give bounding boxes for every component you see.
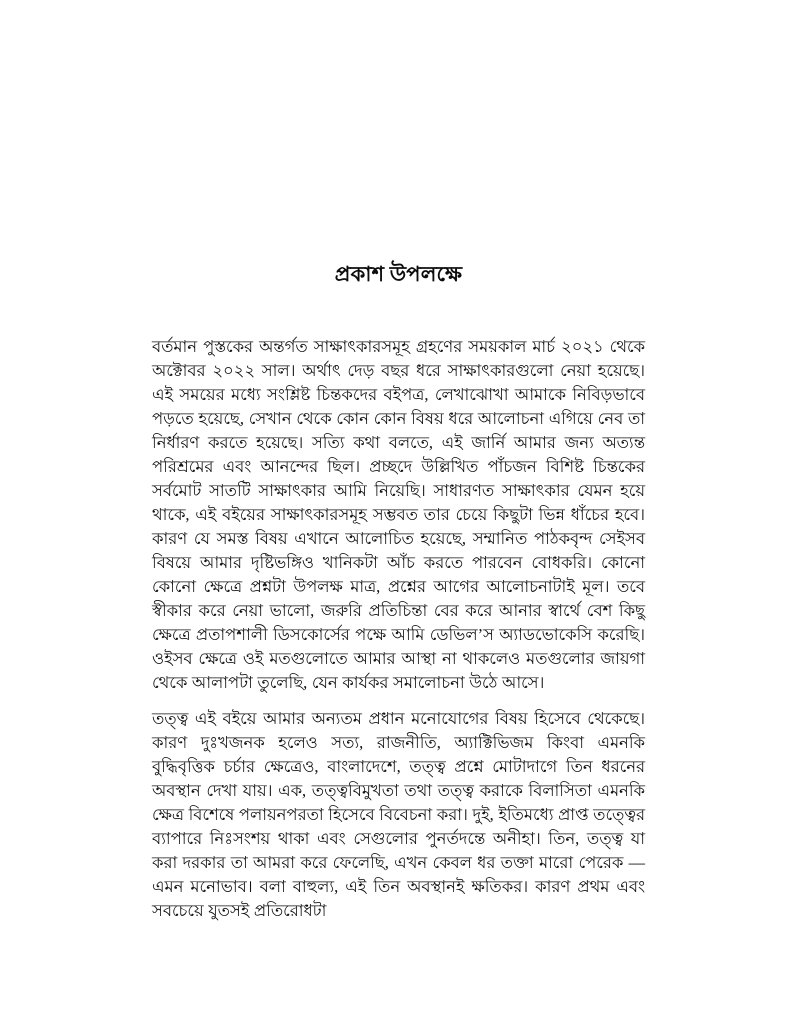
page-content xyxy=(152,262,645,923)
body-paragraph-1: বর্তমান পুস্তকের অন্তর্গত সাক্ষাৎকারসমূহ গ্রহণের সময়কাল মার্চ ২০২১ থেকে অক্টোবর ২০২২ সাল। অর্থাৎ দেড় বছর ধরে সাক্ষাৎকারগুলো নেয়া হয়েছে। এই সময়ের মধ্যে সংশ্লিষ্ট চিন্তকদের বইপত্র, লেখাঝোখা আমাকে নিবিড়ভাবে পড়তে হয়েছে, সেখান থেকে কোন কোন বিষয় ধরে আলোচনা এগিয়ে নেব তা নির্ধারণ করতে হয়েছে। সত্যি কথা বলতে, এই জার্নি আমার জন্য অত্যন্ত পরিশ্রমের এবং আনন্দের ছিল। প্রচ্ছদে উল্লিখিত পাঁচজন বিশিষ্ট চিন্তকের সর্বমোট সাতটি সাক্ষাৎকার আমি নিয়েছি। সাধারণত সাক্ষাৎকার যেমন হয়ে থাকে, এই বইয়ের সাক্ষাৎকারসমূহ সম্ভবত তার চেয়ে কিছুটা ভিন্ন ধাঁচের হবে। কারণ যে সমস্ত বিষয় এখানে আলোচিত হয়েছে, সম্মানিত পাঠকবৃন্দ সেইসব বিষয়ে আমার দৃষ্টিভঙ্গিও খানিকটা আঁচ করতে পারবেন বোধকরি। কোনো কোনো ক্ষেত্রে প্রশ্নটা উপলক্ষ মাত্র, প্রশ্নের আগের আলোচনাটাই মূল। তবে স্বীকার করে নেয়া ভালো, জরুরি প্রতিচিন্তা বের করে আনার স্বার্থে বেশ কিছু ক্ষেত্রে প্রতাপশালী ডিসকোর্সের পক্ষে আমি ডেভিল’স অ্যাডভোকেসি করেছি। ওইসব ক্ষেত্রে ওই মতগুলোতে আমার আস্থা না থাকলেও মতগুলোর জায়গা থেকে আলাপটা তুলেছি, যেন কার্যকর সমালোচনা উঠে আসে। xyxy=(152,337,645,693)
page-title: প্রকাশ উপলক্ষে xyxy=(334,262,463,286)
body-paragraph-2: তত্ত্ব এই বইয়ে আমার অন্যতম প্রধান মনোযোগের বিষয় হিসেবে থেকেছে। কারণ দুঃখজনক হলেও সত্য, রাজনীতি, অ্যাক্টিভিজম কিংবা এমনকি বুদ্ধিবৃত্তিক চর্চার ক্ষেত্রেও, বাংলাদেশে, তত্ত্ব প্রশ্নে মোটাদাগে তিন ধরনের অবস্থান দেখা যায়। এক, তত্ত্ববিমুখতা তথা তত্ত্ব করাকে বিলাসিতা এমনকি ক্ষেত্র বিশেষে পলায়নপরতা হিসেবে বিবেচনা করা। দুই, ইতিমধ্যে প্রাপ্ত তত্ত্বের ব্যাপারে নিঃসংশয় থাকা এবং সেগুলোর পুনর্তদন্তে অনীহা। তিন, তত্ত্ব যা করা দরকার তা আমরা করে ফেলেছি, এখন কেবল ধর তক্তা মারো পেরেক — এমন মনোভাব। বলা বাহুল্য, এই তিন অবস্থানই ক্ষতিকর। কারণ প্রথম এবং সবচেয়ে যুতসই প্রতিরোধটা xyxy=(152,709,645,921)
